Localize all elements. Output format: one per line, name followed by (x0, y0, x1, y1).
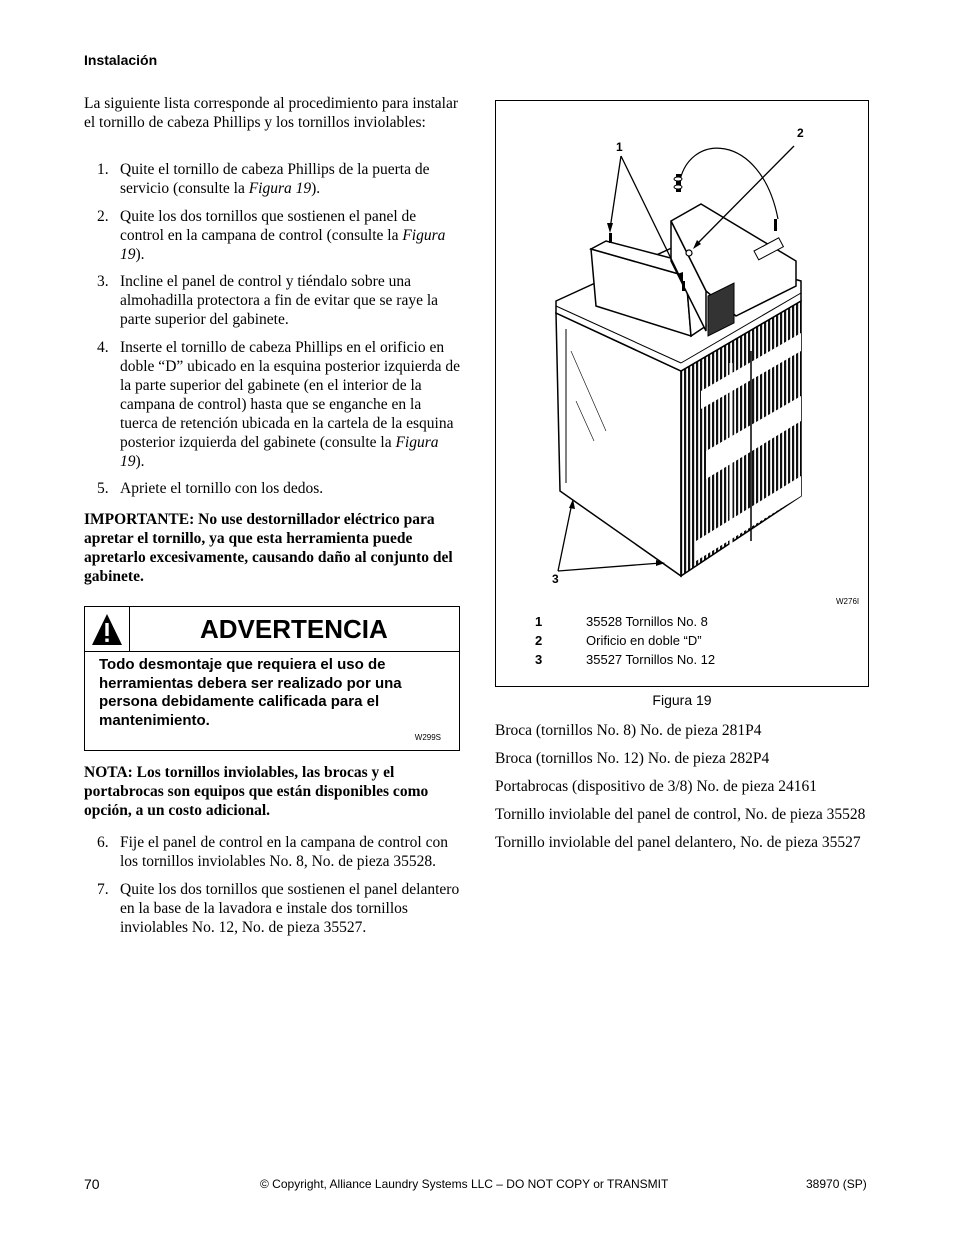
step-number: 5. (97, 480, 109, 497)
warning-text: Todo desmontaje que requiera el uso de herramientas debera ser realizado por una persona debidamente calificada para el mantenimiento. (99, 656, 402, 729)
part-item: Broca (tornillos No. 12) No. de pieza 282P4 (495, 750, 770, 767)
step-6 (84, 833, 460, 871)
part-item: Tornillo inviolable del panel delantero, No. de pieza 35527 (495, 834, 861, 851)
warning-header (85, 607, 459, 652)
parts-list (495, 722, 867, 862)
figure-caption: Figura 19 (652, 692, 712, 708)
washer-illustration (496, 101, 868, 591)
step-2 (84, 207, 460, 264)
warning-icon-cell (85, 607, 130, 651)
step-text-end: ). (135, 452, 145, 470)
warning-code: W299S (414, 733, 441, 742)
step-text: Incline el panel de control y tiéndalo sobre una almohadilla protectora a fin de evitar que se raye la parte superior del gabinete. (120, 273, 439, 328)
figure-reference: Figura 19 (120, 226, 446, 263)
step-text: Quite los dos tornillos que sostienen el panel de control en la campana de control (consulte la (120, 207, 417, 244)
legend-key: 1 (535, 614, 543, 629)
legend-label: Orificio en doble “D” (586, 633, 702, 648)
step-text: Apriete el tornillo con los dedos. (120, 480, 324, 497)
important-notice: IMPORTANTE: No use destornillador eléctrico para apretar el tornillo, ya que esta herramienta puede apretarlo excesivamente, causando daño al conjunto del gabinete. (84, 511, 453, 585)
page-number: 70 (84, 1176, 100, 1192)
legend-key: 2 (535, 633, 543, 648)
callout-1: 1 (616, 140, 623, 154)
section-header: Instalación (84, 52, 158, 68)
note-paragraph: NOTA: Los tornillos inviolables, las brocas y el portabrocas son equipos que están disponibles como opción, a un costo adicional. (84, 764, 429, 819)
figure-reference: Figura 19 (120, 433, 439, 470)
figure-reference: Figura 19 (248, 180, 312, 197)
step-4 (84, 338, 460, 471)
step-text-end: ). (311, 180, 321, 197)
document-number: 38970 (SP) (806, 1177, 867, 1191)
figure-box (495, 100, 869, 687)
step-number: 7. (97, 880, 109, 898)
callout-2: 2 (797, 126, 804, 140)
step-text: Fije el panel de control en la campana de control con los tornillos inviolables No. 8, No. de pieza 35528. (120, 834, 448, 870)
part-item: Broca (tornillos No. 8) No. de pieza 281P4 (495, 722, 762, 739)
step-number: 4. (97, 338, 109, 356)
legend-label: 35527 Tornillos No. 12 (586, 652, 716, 667)
legend-key: 3 (535, 652, 543, 667)
copyright-notice: © Copyright, Alliance Laundry Systems LLC – DO NOT COPY or TRANSMIT (260, 1177, 669, 1191)
step-text: Quite los dos tornillos que sostienen el panel delantero en la base de la lavadora e instale dos tornillos inviolables No. 12, No. de pieza 35527. (120, 880, 460, 936)
step-text-end: ). (135, 245, 145, 263)
steps-list (84, 160, 460, 507)
warning-title: ADVERTENCIA (200, 614, 388, 644)
legend-label: 35528 Tornillos No. 8 (586, 614, 708, 629)
warning-triangle-icon (85, 607, 129, 651)
step-number: 2. (97, 207, 109, 225)
step-text: Inserte el tornillo de cabeza Phillips en el orificio en doble “D” ubicado en la esquina posterior izquierda de la parte superior del gabinete (en el interior de la campana de control) hasta que se enganche en la tuerca de retención ubicada en la cartela de la esquina posterior izquierda del gabinete (consulte la (120, 338, 461, 451)
steps-list-2 (84, 833, 460, 945)
step-1 (84, 160, 460, 198)
step-number: 1. (97, 161, 109, 178)
figure-code: W276I (836, 597, 860, 606)
part-item: Portabrocas (dispositivo de 3/8) No. de pieza 24161 (495, 778, 817, 795)
callout-3: 3 (552, 572, 559, 586)
step-number: 3. (97, 273, 109, 290)
warning-box (84, 606, 460, 751)
step-7 (84, 880, 460, 937)
step-3 (84, 272, 460, 329)
intro-paragraph: La siguiente lista corresponde al procedimiento para instalar el tornillo de cabeza Phillips y los tornillos inviolables: (84, 95, 459, 131)
step-5 (84, 479, 460, 498)
step-number: 6. (97, 834, 109, 851)
part-item: Tornillo inviolable del panel de control, No. de pieza 35528 (495, 806, 866, 823)
step-text: Quite el tornillo de cabeza Phillips de la puerta de servicio (consulte la (120, 161, 430, 197)
